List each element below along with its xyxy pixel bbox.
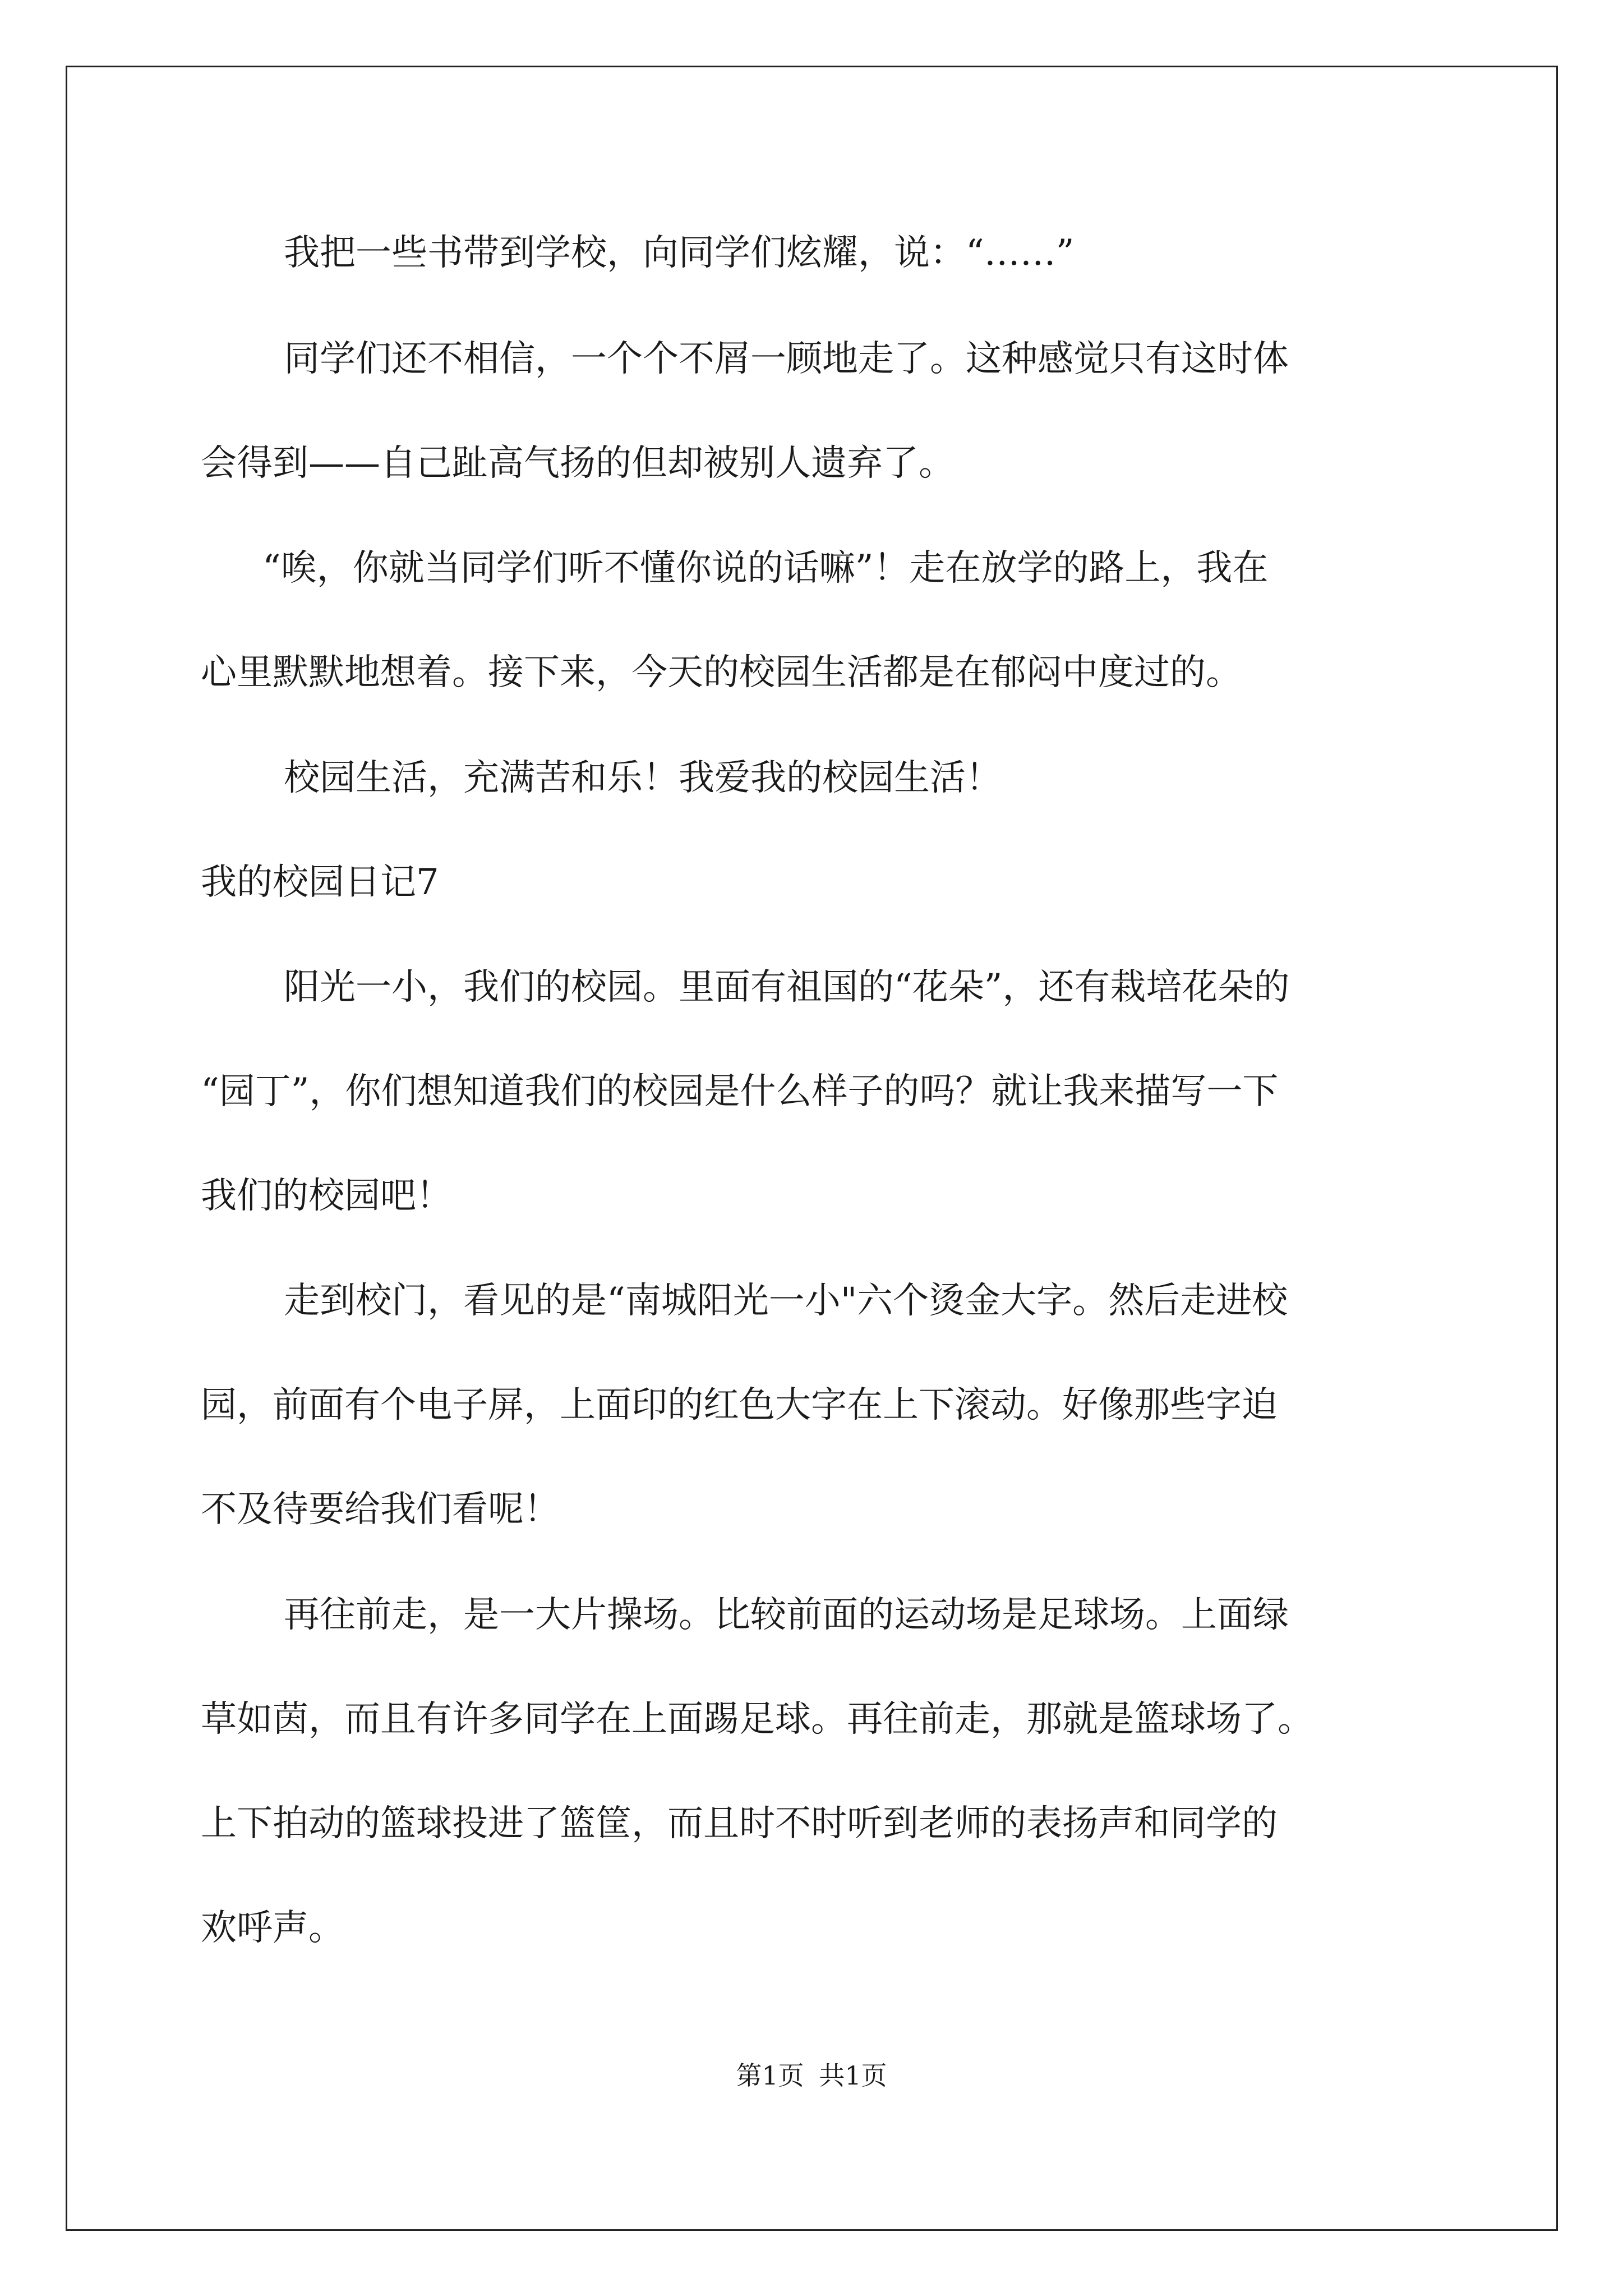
text-line: 我们的校园吧！: [201, 1175, 452, 1217]
text-line: 阳光一小，我们的校园。里面有祖国的“花朵”，还有栽培花朵的: [284, 967, 1290, 1008]
page-footer: [0, 2059, 1623, 2092]
text-line: 不及待要给我们看呢！: [201, 1489, 560, 1530]
text-line: 园，前面有个电子屏，上面印的红色大字在上下滚动。好像那些字迫: [201, 1384, 1278, 1426]
text-line: 我把一些书带到学校，向同学们炫耀，说：“……”: [284, 232, 1075, 274]
page-number: 第1页: [736, 2060, 804, 2091]
text-line: 欢呼声。: [201, 1907, 344, 1949]
paragraph: [201, 935, 1463, 1248]
text-line: 再往前走，是一大片操场。比较前面的运动场是足球场。上面绿: [284, 1594, 1289, 1636]
paragraph: [201, 516, 1463, 725]
text-line: 会得到——自己趾高气扬的但却被别人遗弃了。: [201, 443, 955, 484]
text-line: 心里默默地想着。接下来，今天的校园生活都是在郁闷中度过的。: [201, 652, 1242, 693]
text-line: 走到校门，看见的是“南城阳光一小"六个烫金大字。然后走进校: [284, 1280, 1288, 1322]
text-line: “园丁”，你们想知道我们的校园是什么样子的吗？就让我来描写一下: [201, 1071, 1279, 1112]
paragraph: [201, 726, 1463, 830]
text-line: 校园生活，充满苦和乐！我爱我的校园生活！: [284, 757, 1002, 799]
paragraph: [201, 1563, 1463, 1980]
paragraph: [201, 1249, 1463, 1562]
text-line: 草如茵，而且有许多同学在上面踢足球。再往前走，那就是篮球场了。: [201, 1699, 1313, 1740]
paragraph: [201, 201, 1463, 305]
text-line: “唉，你就当同学们听不懂你说的话嘛”！走在放学的路上，我在: [262, 547, 1269, 589]
text-line: 同学们还不相信，一个个不屑一顾地走了。这种感觉只有这时体: [284, 338, 1289, 380]
text-line: 上下拍动的篮球投进了篮筐，而且时不时听到老师的表扬声和同学的: [201, 1803, 1278, 1844]
paragraph: [201, 307, 1463, 516]
page-total: 共1页: [819, 2060, 887, 2091]
section-heading: 我的校园日记7: [201, 862, 439, 903]
